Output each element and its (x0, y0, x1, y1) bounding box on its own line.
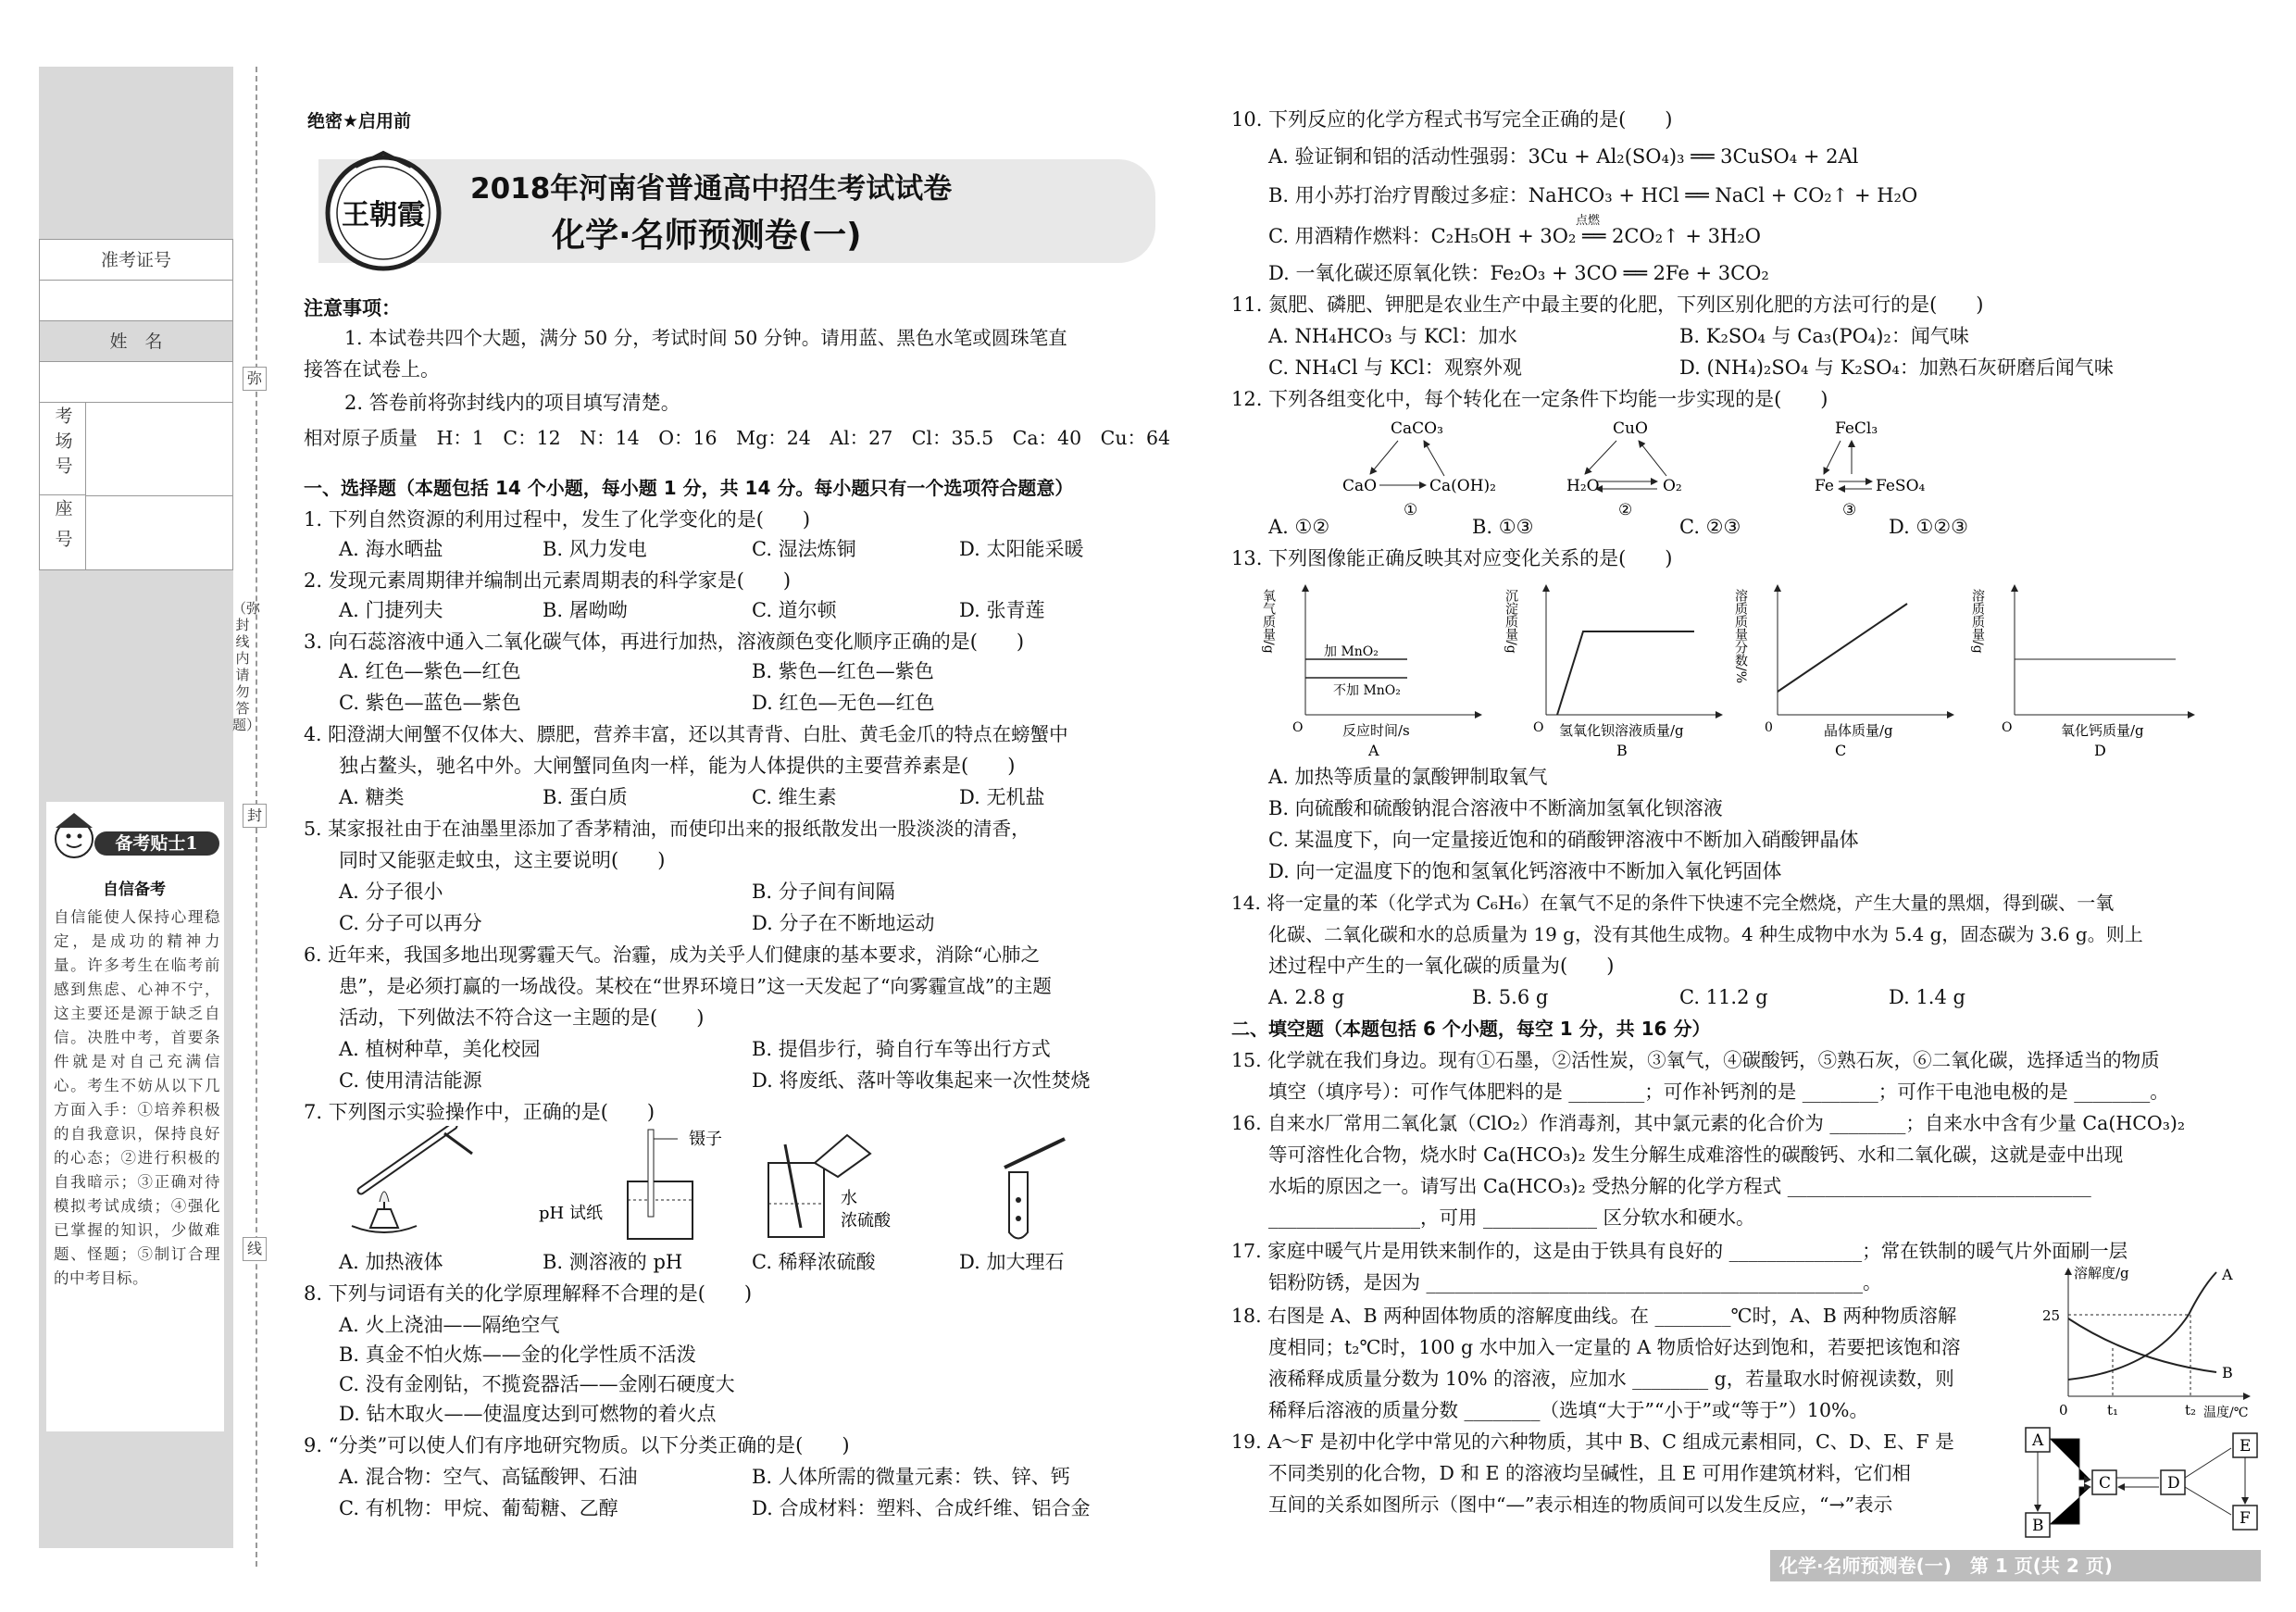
note-1b: 接答在试卷上。 (304, 358, 440, 381)
q3-option-a[interactable]: A. 红色—紫色—红色 (339, 660, 521, 682)
q19-relation-diagram (2024, 1426, 2265, 1541)
graph-d-ylabel: 溶质质量/g (1970, 589, 1985, 654)
q13-graph-b (1504, 585, 1722, 759)
q5-option-d[interactable]: D. 分子在不断地运动 (752, 912, 935, 934)
svg-text:A: A (1368, 742, 1379, 759)
q14-stem-1: 14. 将一定量的苯（化学式为 C₆H₆）在氧气不足的条件下快速不完全燃烧，产生大量的黑烟，得到碳、一氧 (1231, 892, 2115, 914)
acid-label: 浓硫酸 (841, 1211, 891, 1231)
q14-stem-2: 化碳、二氧化碳和水的总质量为 19 g，没有其他生成物。4 种生成物中水为 5.4 g，固态碳为 3.6 g。则上 (1268, 923, 2143, 945)
svg-text:CaCO₃: CaCO₃ (1391, 419, 1443, 438)
q11-option-c[interactable]: C. NH₄Cl 与 KCl：观察外观 (1268, 356, 1522, 379)
svg-text:O: O (1533, 720, 1544, 735)
q10-option-c[interactable]: C. 用酒精作燃料：C₂H₅OH + 3O₂ ══ 2CO₂↑ + 3H₂O (1268, 225, 1761, 247)
name-field[interactable] (40, 362, 232, 403)
q17-line-1[interactable]: 17. 家庭中暖气片是用铁来制作的，这是由于铁具有良好的 ______________；常在铁制的暖气片外面刷一层 (1231, 1240, 2128, 1262)
q12-diagram-1 (1342, 419, 1496, 519)
q5-stem-1: 5. 某家报社由于在油墨里添加了香茅精油，而使印出来的报纸散发出一股淡淡的清香， (304, 818, 1030, 840)
q7-option-d[interactable]: D. 加大理石 (959, 1251, 1065, 1273)
q18-line-1[interactable]: 18. 右图是 A、B 两种固体物质的溶解度曲线。在 ________℃时，A、B 两种物质溶解 (1231, 1305, 1957, 1327)
q13-option-a[interactable]: A. 加热等质量的氯酸钾制取氧气 (1268, 766, 1548, 788)
q3-stem: 3. 向石蕊溶液中通入二氧化碳气体，再进行加热，溶液颜色变化顺序正确的是( ) (304, 631, 1025, 653)
exam-subtitle: 化学·名师预测卷(一) (552, 217, 862, 255)
q12-option-c[interactable]: C. ②③ (1679, 516, 1741, 538)
tip-heading: 自信备考 (103, 881, 166, 899)
q2-stem: 2. 发现元素周期律并编制出元素周期表的科学家是( ) (304, 569, 792, 592)
graph-c-xlabel: 晶体质量/g (1824, 722, 1893, 739)
tip-banner (48, 806, 224, 870)
q18-line-4[interactable]: 稀释后溶液的质量分数 ________（选填“大于”“小于”或“等于”）10%。 (1268, 1399, 1868, 1421)
svg-text:C: C (1835, 742, 1847, 759)
q4-option-a[interactable]: A. 糖类 (339, 786, 405, 808)
q10-option-d[interactable]: D. 一氧化碳还原氧化铁：Fe₂O₃ + 3CO ══ 2Fe + 3CO₂ (1268, 262, 1769, 284)
q14-option-d[interactable]: D. 1.4 g (1889, 986, 1965, 1008)
q8-option-d[interactable]: D. 钻木取火——使温度达到可燃物的着火点 (339, 1403, 717, 1425)
exam-title: 2018年河南省普通高中招生考试试卷 (470, 172, 953, 206)
q6-option-c[interactable]: C. 使用清洁能源 (339, 1069, 482, 1092)
water-label: 水 (841, 1189, 857, 1208)
svg-text:B: B (2222, 1364, 2233, 1381)
q12-diagram-2 (1566, 419, 1682, 519)
svg-text:O₂: O₂ (1663, 477, 1682, 495)
svg-text:O: O (1292, 720, 1304, 735)
q12-diagrams (1333, 417, 1944, 519)
q12-option-d[interactable]: D. ①②③ (1889, 516, 1968, 538)
q10-condition: 点燃 (1576, 214, 1601, 228)
svg-text:0: 0 (1765, 720, 1773, 735)
q2-option-c[interactable]: C. 道尔顿 (752, 599, 837, 621)
q17-line-2[interactable]: 铝粉防锈，是因为 ______________________________________________。 (1268, 1271, 1882, 1293)
svg-text:0: 0 (2059, 1402, 2068, 1418)
graph-b-ylabel: 沉淀质量/g (1504, 589, 1518, 654)
svg-text:25: 25 (2042, 1307, 2061, 1324)
tip-title: 备考贴士1 (115, 833, 198, 854)
q14-option-b[interactable]: B. 5.6 g (1472, 986, 1549, 1008)
q13-graph-a (1261, 585, 1481, 759)
q18-xlabel: 温度/℃ (2203, 1406, 2249, 1420)
svg-text:O: O (2002, 720, 2013, 735)
q1-option-a[interactable]: A. 海水晒盐 (339, 538, 443, 560)
q9-option-a[interactable]: A. 混合物：空气、高锰酸钾、石油 (339, 1466, 638, 1488)
svg-text:D: D (2094, 742, 2106, 759)
node-c: C (2099, 1474, 2112, 1493)
q2-option-a[interactable]: A. 门捷列夫 (339, 599, 443, 621)
q7-figures (333, 1126, 1148, 1246)
graph-a-xlabel: 反应时间/s (1342, 722, 1410, 739)
q18-solubility-graph (2040, 1259, 2259, 1426)
admission-number-field[interactable] (40, 281, 232, 321)
q16-line-3[interactable]: 水垢的原因之一。请写出 Ca(HCO₃)₂ 受热分解的化学方程式 ________________________________ (1268, 1175, 2091, 1197)
q10-option-a[interactable]: A. 验证铜和铝的活动性强弱：3Cu + Al₂(SO₄)₃ ══ 3CuSO₄ + 2Al (1268, 145, 1859, 168)
svg-text:A: A (2222, 1266, 2233, 1283)
admission-number-label: 准考证号 (40, 240, 232, 281)
svg-text:②: ② (1618, 501, 1633, 519)
q1-option-c[interactable]: C. 湿法炼铜 (752, 538, 856, 560)
curve-a (2068, 1272, 2216, 1380)
graph-b-xlabel: 氢氧化钡溶液质量/g (1559, 722, 1684, 739)
q18-line-2: 度相同；t₂℃时，100 g 水中加入一定量的 A 物质恰好达到饱和，若要把该饱和溶 (1268, 1336, 1961, 1358)
seat-field[interactable] (86, 495, 232, 569)
exam-room-label: 考场号 (40, 403, 86, 495)
q7-option-b[interactable]: B. 测溶液的 pH (543, 1251, 683, 1273)
q6-stem-2: 患”，是必须打赢的一场战役。某校在“世界环境日”这一天发起了“向雾霾宣战”的主题 (339, 975, 1052, 997)
seal-mark-xian: 线 (243, 1237, 267, 1261)
q18-line-3[interactable]: 液稀释成质量分数为 10% 的溶液，应加水 ________ g，若量取水时俯视读数，则 (1268, 1368, 1954, 1390)
q11-option-d[interactable]: D. (NH₄)₂SO₄ 与 K₂SO₄：加熟石灰研磨后闻气味 (1679, 356, 2114, 379)
q6-option-a[interactable]: A. 植树种草，美化校园 (339, 1038, 541, 1060)
q4-option-c[interactable]: C. 维生素 (752, 786, 837, 808)
q6-option-b[interactable]: B. 提倡步行，骑自行车等出行方式 (752, 1038, 1051, 1060)
q4-stem-2: 独占鳌头，驰名中外。大闸蟹同鱼肉一样，能为人体提供的主要营养素是( ) (339, 755, 1016, 777)
q9-stem: 9. “分类”可以使人们有序地研究物质。以下分类正确的是( ) (304, 1434, 850, 1456)
q6-stem-3: 活动，下列做法不符合这一主题的是( ) (339, 1006, 705, 1029)
q2-option-b[interactable]: B. 屠呦呦 (543, 599, 628, 621)
svg-text:CaO: CaO (1342, 477, 1378, 495)
seat-label: 座号 (40, 495, 86, 569)
q5-option-b[interactable]: B. 分子间有间隔 (752, 881, 895, 903)
graph-d-xlabel: 氧化钙质量/g (2061, 722, 2144, 739)
q9-option-d[interactable]: D. 合成材料：塑料、合成纤维、铝合金 (752, 1497, 1091, 1519)
section-1-title: 一、选择题（本题包括 14 个小题，每小题 1 分，共 14 分。每小题只有一个选项符合题意） (304, 477, 1074, 499)
graph-a-line-2: 不加 MnO₂ (1333, 683, 1401, 698)
q11-stem: 11. 氮肥、磷肥、钾肥是农业生产中最主要的化肥，下列区别化肥的方法可行的是( ) (1231, 294, 1984, 316)
secret-label: 绝密★启用前 (307, 111, 412, 131)
q16-line-4[interactable]: ________________，可用 ____________ 区分软水和硬水。 (1268, 1206, 1755, 1229)
q10-option-b[interactable]: B. 用小苏打治疗胃酸过多症：NaHCO₃ + HCl ══ NaCl + CO₂↑ + H₂O (1268, 184, 1918, 206)
q14-option-c[interactable]: C. 11.2 g (1679, 986, 1768, 1008)
q15-line-2[interactable]: 填空（填序号）：可作气体肥料的是 ________；可作补钙剂的是 ________；可作干电池电极的是 ________。 (1268, 1081, 2169, 1103)
q13-option-c[interactable]: C. 某温度下，向一定量接近饱和的硝酸钾溶液中不断加入硝酸钾晶体 (1268, 829, 1859, 851)
svg-text:③: ③ (1842, 501, 1857, 519)
q3-option-c[interactable]: C. 紫色—蓝色—紫色 (339, 692, 521, 714)
section-2-title: 二、填空题（本题包括 6 个小题，每空 1 分，共 16 分） (1231, 1018, 1711, 1040)
curve-b (2068, 1318, 2216, 1372)
q18-ylabel: 溶解度/g (2074, 1265, 2129, 1281)
svg-text:H₂O: H₂O (1566, 477, 1600, 495)
q13-stem: 13. 下列图像能正确反映其对应变化关系的是( ) (1231, 547, 1673, 569)
q15-line-1: 15. 化学就在我们身边。现有①石墨，②活性炭，③氧气，④碳酸钙，⑤熟石灰，⑥二氧化碳，选择适当的物质 (1231, 1049, 2160, 1071)
node-f: F (2240, 1509, 2251, 1528)
q12-stem: 12. 下列各组变化中，每个转化在一定条件下均能一步实现的是( ) (1231, 388, 1828, 410)
q3-option-d[interactable]: D. 红色—无色—红色 (752, 692, 935, 714)
q14-option-a[interactable]: A. 2.8 g (1268, 986, 1345, 1008)
q5-option-a[interactable]: A. 分子很小 (339, 881, 443, 903)
q16-line-1[interactable]: 16. 自来水厂常用二氧化氯（ClO₂）作消毒剂，其中氯元素的化合价为 ________；自来水中含有少量 Ca(HCO₃)₂ (1231, 1112, 2186, 1134)
q14-stem-3: 述过程中产生的一氧化碳的质量为( ) (1268, 955, 1615, 977)
q7-option-c[interactable]: C. 稀释浓硫酸 (752, 1251, 876, 1273)
logo-text: 王朝霞 (342, 199, 425, 231)
q13-graphs (1259, 576, 2259, 761)
q4-option-b[interactable]: B. 蛋白质 (543, 786, 628, 808)
q12-diagram-3 (1815, 419, 1926, 519)
q8-stem: 8. 下列与词语有关的化学原理解释不合理的是( ) (304, 1282, 753, 1305)
svg-text:t₂: t₂ (2185, 1402, 2197, 1418)
node-b: B (2032, 1517, 2044, 1535)
atomic-masses: 相对原子质量 H：1 C：12 N：14 O：16 Mg：24 Al：27 Cl：35.5 Ca：40 Cu：64 (304, 427, 1171, 449)
q3-option-b[interactable]: B. 紫色—红色—紫色 (752, 660, 934, 682)
note-2: 2. 答卷前将弥封线内的项目填写清楚。 (344, 392, 680, 414)
q7-stem: 7. 下列图示实验操作中，正确的是( ) (304, 1101, 655, 1123)
svg-text:FeSO₄: FeSO₄ (1876, 477, 1926, 495)
graph-a-ylabel: 氧气质量/g (1261, 589, 1276, 654)
q12-option-a[interactable]: A. ①② (1268, 516, 1330, 538)
add-marble-figure (1004, 1139, 1065, 1239)
q11-option-a[interactable]: A. NH₄HCO₃ 与 KCl：加水 (1268, 325, 1517, 347)
tweezers-label: 镊子 (689, 1130, 722, 1149)
q1-option-d[interactable]: D. 太阳能采暖 (959, 538, 1084, 560)
q19-line-2: 不同类别的化合物，D 和 E 的溶液均呈碱性，且 E 可用作建筑材料，它们相 (1268, 1462, 1911, 1484)
ph-test-figure (628, 1130, 693, 1239)
tip-text: 自信能使人保持心理稳定，是成功的精神力量。许多考生在临考前感到焦虑、心神不宁，这主要还是源于缺乏自信。决胜中考，首要条件就是对自己充满信心。考生不妨从以下几方面入手：①培养积极的自我意识，保持良好的心态；②进行积极的自我暗示；③正确对待模拟考试成绩；④强化已掌握的知识，少做难题、怪题；⑤制订合理的中考目标。 (54, 908, 220, 1287)
q1-stem: 1. 下列自然资源的利用过程中，发生了化学变化的是( ) (304, 508, 811, 531)
svg-text:t₁: t₁ (2107, 1402, 2119, 1418)
seal-note: （弥封线内请勿答题） (232, 600, 261, 733)
q6-option-d[interactable]: D. 将废纸、落叶等收集起来一次性焚烧 (752, 1069, 1091, 1092)
student-info-box (39, 239, 233, 570)
graph-a-line-1: 加 MnO₂ (1324, 644, 1379, 659)
svg-text:FeCl₃: FeCl₃ (1835, 419, 1878, 438)
q4-option-d[interactable]: D. 无机盐 (959, 786, 1045, 808)
svg-text:CuO: CuO (1613, 419, 1648, 438)
q1-option-b[interactable]: B. 风力发电 (543, 538, 647, 560)
page-footer: 化学·名师预测卷(一) 第 1 页(共 2 页) (1770, 1550, 2261, 1581)
heating-liquid-figure (352, 1126, 472, 1232)
notes-heading: 注意事项： (304, 297, 401, 319)
publisher-logo (318, 148, 448, 278)
seal-mark-feng: 封 (243, 804, 267, 828)
q10-stem: 10. 下列反应的化学方程式书写完全正确的是( ) (1231, 108, 1673, 131)
graph-c-ylabel: 溶质质量分数/% (1733, 589, 1748, 684)
q2-option-d[interactable]: D. 张青莲 (959, 599, 1045, 621)
svg-text:B: B (1616, 742, 1628, 759)
q6-stem-1: 6. 近年来，我国多地出现雾霾天气。治霾，成为关乎人们健康的基本要求，消除“心肺之 (304, 943, 1041, 966)
q13-option-d[interactable]: D. 向一定温度下的饱和氢氧化钙溶液中不断加入氧化钙固体 (1268, 860, 1782, 882)
q5-option-c[interactable]: C. 分子可以再分 (339, 912, 482, 934)
q8-option-c[interactable]: C. 没有金刚钻，不揽瓷器活——金刚石硬度大 (339, 1373, 735, 1395)
q13-graph-c (1733, 585, 1953, 759)
q12-option-b[interactable]: B. ①③ (1472, 516, 1534, 538)
svg-text:①: ① (1404, 501, 1418, 519)
node-a: A (2032, 1431, 2044, 1450)
seal-mark-mi: 弥 (243, 367, 267, 391)
name-label: 姓 名 (40, 321, 232, 362)
q16-line-2: 等可溶性化合物，烧水时 Ca(HCO₃)₂ 发生分解生成难溶性的碳酸钙、水和二氧化碳，这就是壶中出现 (1268, 1143, 2124, 1166)
q11-option-b[interactable]: B. K₂SO₄ 与 Ca₃(PO₄)₂：闻气味 (1679, 325, 1969, 347)
q19-line-3: 互间的关系如图所示（图中“—”表示相连的物质间可以发生反应，“→”表示 (1268, 1493, 1893, 1516)
q7-option-a[interactable]: A. 加热液体 (339, 1251, 443, 1273)
node-e: E (2240, 1437, 2252, 1456)
q4-stem-1: 4. 阳澄湖大闸蟹不仅体大、膘肥，营养丰富，还以其青背、白肚、黄毛金爪的特点在螃蟹中 (304, 723, 1068, 745)
svg-text:Fe: Fe (1815, 477, 1834, 495)
exam-room-field[interactable] (86, 403, 232, 496)
q9-option-b[interactable]: B. 人体所需的微量元素：铁、锌、钙 (752, 1466, 1070, 1488)
node-d: D (2167, 1474, 2180, 1493)
q5-stem-2: 同时又能驱走蚊虫，这主要说明( ) (339, 849, 666, 871)
q19-line-1: 19. A～F 是初中化学中常见的六种物质，其中 B、C 组成元素相同，C、D、E、F 是 (1231, 1431, 1954, 1453)
q13-option-b[interactable]: B. 向硫酸和硫酸钠混合溶液中不断滴加氢氧化钡溶液 (1268, 797, 1723, 819)
q8-option-a[interactable]: A. 火上浇油——隔绝空气 (339, 1314, 560, 1336)
q8-option-b[interactable]: B. 真金不怕火炼——金的化学性质不活泼 (339, 1343, 696, 1366)
note-1a: 1. 本试卷共四个大题，满分 50 分，考试时间 50 分钟。请用蓝、黑色水笔或圆珠笔直 (344, 327, 1067, 349)
svg-text:Ca(OH)₂: Ca(OH)₂ (1429, 477, 1496, 495)
q9-option-c[interactable]: C. 有机物：甲烷、葡萄糖、乙醇 (339, 1497, 618, 1519)
q13-graph-d (1970, 585, 2194, 759)
ph-paper-label: pH 试纸 (539, 1204, 603, 1223)
